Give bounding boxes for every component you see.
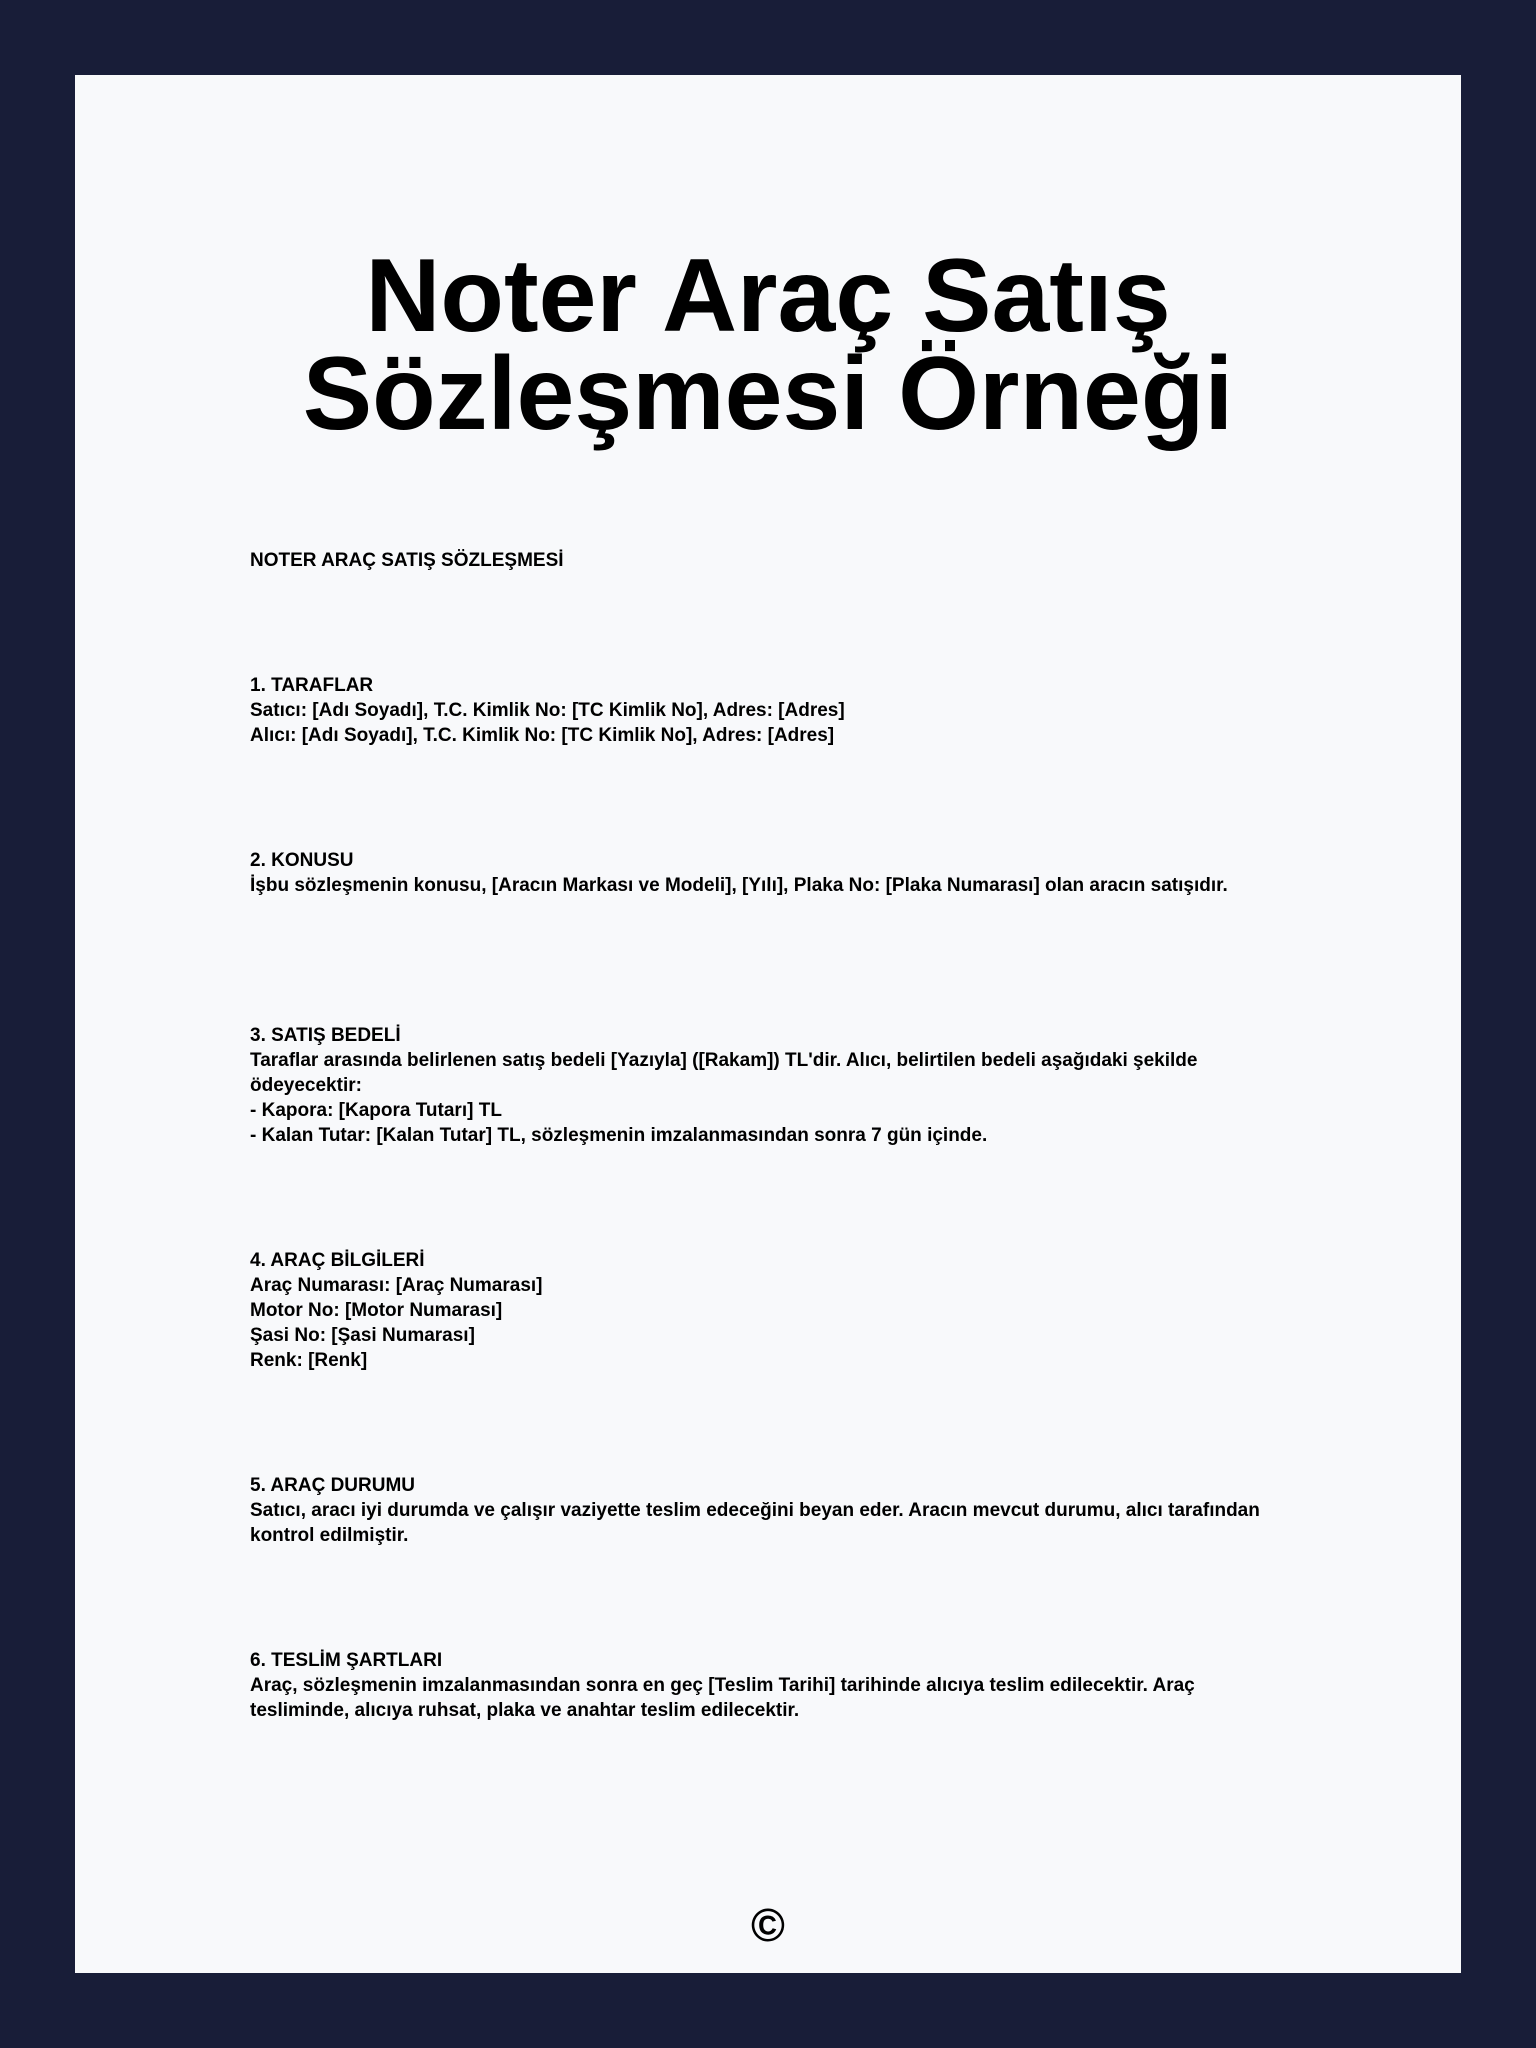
section-line: Taraflar arasında belirlenen satış bedeli [Yazıyla] ([Rakam]) TL'dir. Alıcı, belirtilen bedeli aşağıdaki şekilde ödeyecektir: <box>250 1050 1198 1096</box>
section-line: İşbu sözleşmenin konusu, [Aracın Markası ve Modeli], [Yılı], Plaka No: [Plaka Numarası] olan aracın satışıdır. <box>250 875 1228 896</box>
section-line: Satıcı: [Adı Soyadı], T.C. Kimlik No: [TC Kimlik No], Adres: [Adres] <box>250 700 845 721</box>
section-parties <box>250 673 1280 748</box>
section-line: Araç, sözleşmenin imzalanmasından sonra en geç [Teslim Tarihi] tarihinde alıcıya teslim edilecektir. Araç tesliminde, alıcıya ruhsat, plaka ve anahtar teslim edilecektir. <box>250 1675 1195 1721</box>
section-line: Renk: [Renk] <box>250 1350 368 1371</box>
page-title: Noter Araç Satış Sözleşmesi Örneği <box>302 238 1234 452</box>
section-vehicle-info <box>250 1248 1280 1373</box>
section-title: 6. TESLİM ŞARTLARI <box>250 1650 443 1671</box>
section-title: 5. ARAÇ DURUMU <box>250 1475 416 1496</box>
section-line: Şasi No: [Şasi Numarası] <box>250 1325 475 1346</box>
document-page <box>75 75 1461 1973</box>
section-line: - Kapora: [Kapora Tutarı] TL <box>250 1100 502 1121</box>
section-title: 3. SATIŞ BEDELİ <box>250 1025 401 1046</box>
section-line: - Kalan Tutar: [Kalan Tutar] TL, sözleşmenin imzalanmasından sonra 7 gün içinde. <box>250 1125 988 1146</box>
section-title: 4. ARAÇ BİLGİLERİ <box>250 1250 425 1271</box>
section-line: Motor No: [Motor Numarası] <box>250 1300 503 1321</box>
section-line: Alıcı: [Adı Soyadı], T.C. Kimlik No: [TC Kimlik No], Adres: [Adres] <box>250 725 835 746</box>
contract-body <box>250 548 1280 1721</box>
section-line: Araç Numarası: [Araç Numarası] <box>250 1275 543 1296</box>
copyright-icon: © <box>751 1899 785 1951</box>
section-title: 2. KONUSU <box>250 850 354 871</box>
section-price <box>250 1023 1280 1148</box>
contract-heading: NOTER ARAÇ SATIŞ SÖZLEŞMESİ <box>250 550 564 571</box>
section-delivery-terms <box>250 1648 1280 1723</box>
section-title: 1. TARAFLAR <box>250 675 374 696</box>
section-vehicle-condition <box>250 1473 1280 1548</box>
section-subject <box>250 848 1280 898</box>
section-line: Satıcı, aracı iyi durumda ve çalışır vaziyette teslim edeceğini beyan eder. Aracın mevcut durumu, alıcı tarafından kontrol edilmiştir. <box>250 1500 1260 1546</box>
